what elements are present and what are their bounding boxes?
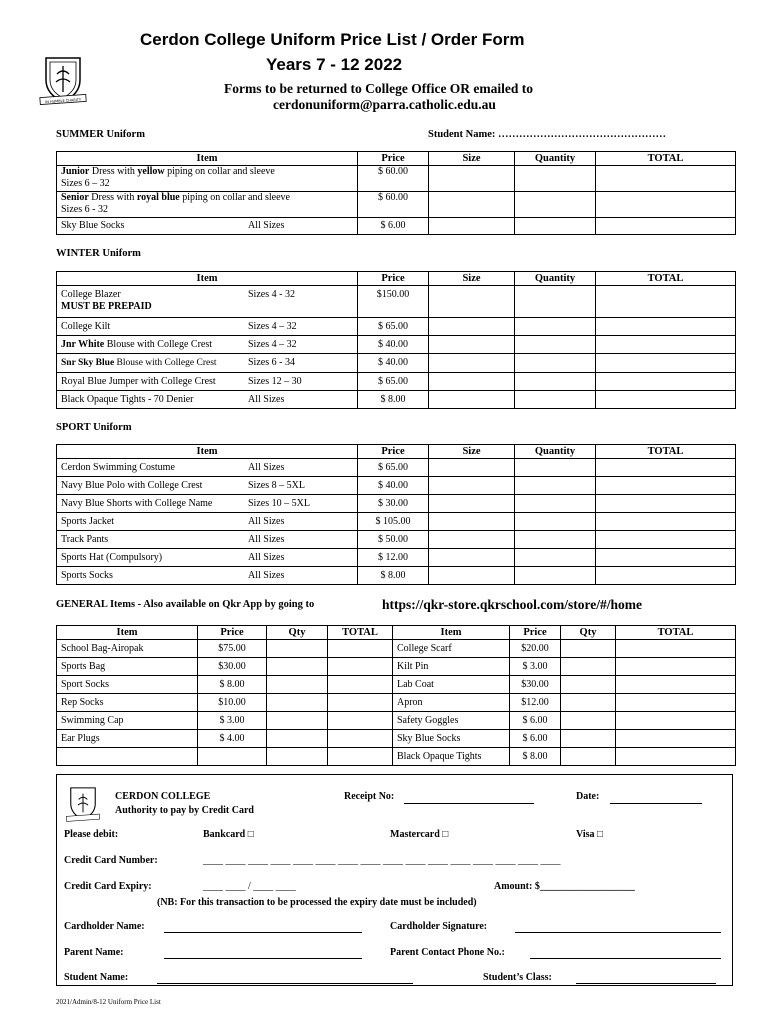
- qty-input[interactable]: [267, 658, 328, 676]
- total-input[interactable]: [596, 218, 736, 235]
- quantity-input[interactable]: [515, 391, 596, 409]
- qty-input[interactable]: [267, 712, 328, 730]
- col-price: Price: [358, 272, 429, 286]
- item-cell: Safety Goggles: [393, 712, 510, 730]
- table-row: [57, 459, 736, 477]
- item-cell: Swimming Cap: [57, 712, 198, 730]
- col-price: Price: [198, 626, 267, 640]
- price-cell: $ 65.00: [358, 459, 429, 477]
- cardholder-name-label: Cardholder Name:: [64, 921, 145, 932]
- quantity-input[interactable]: [515, 336, 596, 354]
- col-item: Item: [57, 152, 358, 166]
- total-input[interactable]: [328, 712, 393, 730]
- quantity-input[interactable]: [515, 286, 596, 318]
- size-input[interactable]: [429, 336, 515, 354]
- col-total: TOTAL: [596, 152, 736, 166]
- qty-input[interactable]: [561, 694, 616, 712]
- total-input[interactable]: [596, 567, 736, 585]
- item-cell: Sports Jacket All Sizes: [57, 513, 358, 531]
- item-cell: Jnr White Blouse with College Crest Sizes 4 – 32: [57, 336, 358, 354]
- qty-input[interactable]: [267, 748, 328, 766]
- table-row: [57, 676, 736, 694]
- total-input[interactable]: [596, 318, 736, 336]
- price-cell: $ 60.00: [358, 166, 429, 192]
- bankcard-checkbox[interactable]: Bankcard □: [203, 829, 254, 840]
- col-size: Size: [429, 445, 515, 459]
- amount-field[interactable]: Amount: $___________________: [494, 881, 635, 892]
- item-cell: Apron: [393, 694, 510, 712]
- item-cell: Cerdon Swimming Costume All Sizes: [57, 459, 358, 477]
- item-cell: Snr Sky Blue Blouse with College Crest Sizes 6 - 34: [57, 354, 358, 373]
- col-item: Item: [57, 445, 358, 459]
- credit-card-authority-box: [56, 774, 733, 986]
- card-expiry-field[interactable]: ____ ____ / ____ ____: [203, 881, 296, 892]
- size-input[interactable]: [429, 166, 515, 192]
- item-cell: Track Pants All Sizes: [57, 531, 358, 549]
- quantity-input[interactable]: [515, 354, 596, 373]
- quantity-input[interactable]: [515, 513, 596, 531]
- price-cell: $ 30.00: [358, 495, 429, 513]
- item-cell: Sports Bag: [57, 658, 198, 676]
- table-row: [57, 391, 736, 409]
- total-input[interactable]: [616, 694, 736, 712]
- item-cell: Sports Hat (Compulsory) All Sizes: [57, 549, 358, 567]
- item-cell: Kilt Pin: [393, 658, 510, 676]
- student-class-field[interactable]: [576, 983, 716, 984]
- total-input[interactable]: [328, 694, 393, 712]
- return-email: cerdonuniform@parra.catholic.edu.au: [273, 97, 496, 112]
- item-cell: Royal Blue Jumper with College Crest Sizes 12 – 30: [57, 373, 358, 391]
- item-cell: Black Opaque Tights: [393, 748, 510, 766]
- price-cell: $ 60.00: [358, 192, 429, 218]
- price-cell: [198, 748, 267, 766]
- item-cell: Sky Blue Socks All Sizes: [57, 218, 358, 235]
- size-input[interactable]: [429, 477, 515, 495]
- total-input[interactable]: [328, 748, 393, 766]
- col-price: Price: [358, 445, 429, 459]
- total-input[interactable]: [596, 166, 736, 192]
- quantity-input[interactable]: [515, 459, 596, 477]
- size-input[interactable]: [429, 218, 515, 235]
- return-instructions: Forms to be returned to College Office OR emailed to: [224, 81, 534, 96]
- item-cell: Sky Blue Socks: [393, 730, 510, 748]
- col-size: Size: [429, 272, 515, 286]
- price-cell: $ 12.00: [358, 549, 429, 567]
- price-cell: $150.00: [358, 286, 429, 318]
- general-table: [56, 625, 736, 766]
- total-input[interactable]: [616, 730, 736, 748]
- total-input[interactable]: [328, 676, 393, 694]
- col-size: Size: [429, 152, 515, 166]
- price-cell: $ 6.00: [510, 730, 561, 748]
- table-row: [57, 748, 736, 766]
- quantity-input[interactable]: [515, 477, 596, 495]
- quantity-input[interactable]: [515, 318, 596, 336]
- total-input[interactable]: [596, 549, 736, 567]
- qty-input[interactable]: [267, 640, 328, 658]
- size-input[interactable]: [429, 318, 515, 336]
- item-cell: [57, 748, 198, 766]
- card-number-field[interactable]: ____ ____ ____ ____ ____ ____ ____ ____ ____ ____ ____ ____ ____ ____ ____ ____: [203, 855, 561, 866]
- table-row: [57, 477, 736, 495]
- total-input[interactable]: [596, 336, 736, 354]
- total-input[interactable]: [596, 373, 736, 391]
- price-cell: $ 3.00: [510, 658, 561, 676]
- col-qty: Qty: [561, 626, 616, 640]
- total-input[interactable]: [616, 640, 736, 658]
- col-total: TOTAL: [596, 445, 736, 459]
- col-total: TOTAL: [328, 626, 393, 640]
- quantity-input[interactable]: [515, 192, 596, 218]
- table-row: [57, 640, 736, 658]
- quantity-input[interactable]: [515, 373, 596, 391]
- price-cell: $20.00: [510, 640, 561, 658]
- col-price: Price: [510, 626, 561, 640]
- parent-phone-field[interactable]: [530, 958, 721, 959]
- price-cell: $ 8.00: [358, 567, 429, 585]
- winter-table: [56, 271, 736, 409]
- size-input[interactable]: [429, 513, 515, 531]
- item-cell: Senior Dress with royal blue piping on collar and sleeve Sizes 6 - 32: [57, 192, 358, 218]
- total-input[interactable]: [596, 391, 736, 409]
- summer-heading: SUMMER Uniform: [56, 129, 145, 140]
- price-cell: $ 3.00: [198, 712, 267, 730]
- size-input[interactable]: [429, 495, 515, 513]
- qty-input[interactable]: [561, 712, 616, 730]
- table-row: [57, 166, 736, 192]
- size-input[interactable]: [429, 567, 515, 585]
- total-input[interactable]: [596, 531, 736, 549]
- cardholder-signature-field[interactable]: [515, 932, 721, 933]
- item-cell: Rep Socks: [57, 694, 198, 712]
- item-cell: Sport Socks: [57, 676, 198, 694]
- quantity-input[interactable]: [515, 495, 596, 513]
- size-input[interactable]: [429, 549, 515, 567]
- table-row: [57, 658, 736, 676]
- college-crest-logo: [65, 783, 101, 823]
- size-input[interactable]: [429, 354, 515, 373]
- table-row: [57, 286, 736, 318]
- please-debit-label: Please debit:: [64, 829, 119, 840]
- quantity-input[interactable]: [515, 218, 596, 235]
- total-input[interactable]: [596, 354, 736, 373]
- student-class-label: Student’s Class:: [483, 972, 552, 983]
- table-row: [57, 712, 736, 730]
- price-cell: $ 40.00: [358, 336, 429, 354]
- qty-input[interactable]: [561, 658, 616, 676]
- total-input[interactable]: [596, 459, 736, 477]
- price-cell: $30.00: [510, 676, 561, 694]
- table-row: [57, 336, 736, 354]
- price-cell: $ 65.00: [358, 318, 429, 336]
- total-input[interactable]: [596, 495, 736, 513]
- qty-input[interactable]: [561, 748, 616, 766]
- total-input[interactable]: [616, 712, 736, 730]
- summer-table: [56, 151, 736, 235]
- table-row: [57, 495, 736, 513]
- footer-reference: 2021/Admin/8-12 Uniform Price List: [56, 998, 161, 1006]
- table-row: [57, 318, 736, 336]
- receipt-label: Receipt No:: [344, 791, 395, 802]
- total-input[interactable]: [328, 640, 393, 658]
- qty-input[interactable]: [267, 694, 328, 712]
- item-cell: Navy Blue Shorts with College Name Sizes 10 – 5XL: [57, 495, 358, 513]
- col-item: Item: [57, 626, 198, 640]
- col-item: Item: [57, 272, 358, 286]
- table-row: [57, 354, 736, 373]
- quantity-input[interactable]: [515, 549, 596, 567]
- cardholder-signature-label: Cardholder Signature:: [390, 921, 488, 932]
- qkr-store-link[interactable]: https://qkr-store.qkrschool.com/store/#/home: [382, 597, 642, 612]
- table-row: [57, 192, 736, 218]
- table-row: [57, 218, 736, 235]
- parent-phone-label: Parent Contact Phone No.:: [390, 947, 505, 958]
- cardholder-name-field[interactable]: [164, 932, 362, 933]
- item-cell: Junior Dress with yellow piping on collar and sleeve Sizes 6 – 32: [57, 166, 358, 192]
- item-cell: College Blazer Sizes 4 - 32 MUST BE PREPAID: [57, 286, 358, 318]
- price-cell: $ 8.00: [198, 676, 267, 694]
- price-cell: $ 4.00: [198, 730, 267, 748]
- size-input[interactable]: [429, 391, 515, 409]
- total-input[interactable]: [596, 477, 736, 495]
- quantity-input[interactable]: [515, 567, 596, 585]
- col-quantity: Quantity: [515, 272, 596, 286]
- mastercard-checkbox[interactable]: Mastercard □: [390, 829, 449, 840]
- sport-heading: SPORT Uniform: [56, 422, 132, 433]
- qty-input[interactable]: [561, 640, 616, 658]
- sport-table: [56, 444, 736, 585]
- date-field[interactable]: [610, 803, 702, 804]
- card-expiry-label: Credit Card Expiry:: [64, 881, 152, 892]
- size-input[interactable]: [429, 459, 515, 477]
- total-input[interactable]: [616, 748, 736, 766]
- price-cell: $ 40.00: [358, 477, 429, 495]
- item-cell: Sports Socks All Sizes: [57, 567, 358, 585]
- table-row: [57, 373, 736, 391]
- table-row: [57, 513, 736, 531]
- price-cell: $ 105.00: [358, 513, 429, 531]
- total-input[interactable]: [328, 730, 393, 748]
- price-cell: $30.00: [198, 658, 267, 676]
- page-subtitle: Years 7 - 12 2022: [266, 55, 403, 74]
- price-cell: $12.00: [510, 694, 561, 712]
- qty-input[interactable]: [561, 676, 616, 694]
- price-cell: $ 8.00: [510, 748, 561, 766]
- prepaid-note: MUST BE PREPAID: [61, 301, 152, 312]
- parent-name-label: Parent Name:: [64, 947, 124, 958]
- col-total: TOTAL: [596, 272, 736, 286]
- item-cell: Navy Blue Polo with College Crest Sizes 8 – 5XL: [57, 477, 358, 495]
- price-cell: $ 6.00: [358, 218, 429, 235]
- table-row: [57, 567, 736, 585]
- svg-text:IN HUMBLE CHARITY: IN HUMBLE CHARITY: [45, 97, 82, 105]
- date-label: Date:: [576, 791, 600, 802]
- student-name-label: Student Name:: [64, 972, 129, 983]
- col-total: TOTAL: [616, 626, 736, 640]
- item-cell: College Kilt Sizes 4 – 32: [57, 318, 358, 336]
- student-name-field: Student Name: …………………………………………: [428, 129, 666, 140]
- size-input[interactable]: [429, 373, 515, 391]
- total-input[interactable]: [616, 676, 736, 694]
- winter-heading: WINTER Uniform: [56, 248, 141, 259]
- table-row: [57, 694, 736, 712]
- price-cell: $10.00: [198, 694, 267, 712]
- item-cell: Black Opaque Tights - 70 Denier All Sizes: [57, 391, 358, 409]
- price-cell: $75.00: [198, 640, 267, 658]
- qty-input[interactable]: [561, 730, 616, 748]
- total-input[interactable]: [596, 286, 736, 318]
- qty-input[interactable]: [267, 730, 328, 748]
- table-row: [57, 549, 736, 567]
- expiry-note: (NB: For this transaction to be processed the expiry date must be included): [157, 897, 477, 908]
- card-number-label: Credit Card Number:: [64, 855, 158, 866]
- col-quantity: Quantity: [515, 445, 596, 459]
- table-row: [57, 531, 736, 549]
- item-cell: College Scarf: [393, 640, 510, 658]
- total-input[interactable]: [596, 513, 736, 531]
- price-cell: $ 50.00: [358, 531, 429, 549]
- size-input[interactable]: [429, 192, 515, 218]
- table-row: [57, 730, 736, 748]
- item-cell: School Bag-Airopak: [57, 640, 198, 658]
- qty-input[interactable]: [267, 676, 328, 694]
- price-cell: $ 65.00: [358, 373, 429, 391]
- college-crest-logo: [38, 52, 88, 106]
- price-cell: $ 8.00: [358, 391, 429, 409]
- student-name-input[interactable]: [157, 983, 413, 984]
- quantity-input[interactable]: [515, 166, 596, 192]
- col-price: Price: [358, 152, 429, 166]
- page-title: Cerdon College Uniform Price List / Order Form: [140, 30, 525, 49]
- college-name: CERDON COLLEGE: [115, 791, 211, 802]
- price-cell: $ 40.00: [358, 354, 429, 373]
- total-input[interactable]: [328, 658, 393, 676]
- col-quantity: Quantity: [515, 152, 596, 166]
- col-qty: Qty: [267, 626, 328, 640]
- item-cell: Ear Plugs: [57, 730, 198, 748]
- size-input[interactable]: [429, 531, 515, 549]
- authority-title: Authority to pay by Credit Card: [115, 805, 254, 816]
- quantity-input[interactable]: [515, 531, 596, 549]
- total-input[interactable]: [616, 658, 736, 676]
- size-input[interactable]: [429, 286, 515, 318]
- total-input[interactable]: [596, 192, 736, 218]
- visa-checkbox[interactable]: Visa □: [576, 829, 604, 840]
- price-cell: $ 6.00: [510, 712, 561, 730]
- item-cell: Lab Coat: [393, 676, 510, 694]
- receipt-field[interactable]: [404, 803, 534, 804]
- col-item: Item: [393, 626, 510, 640]
- general-heading: GENERAL Items - Also available on Qkr App by going to: [56, 599, 315, 610]
- parent-name-field[interactable]: [164, 958, 362, 959]
